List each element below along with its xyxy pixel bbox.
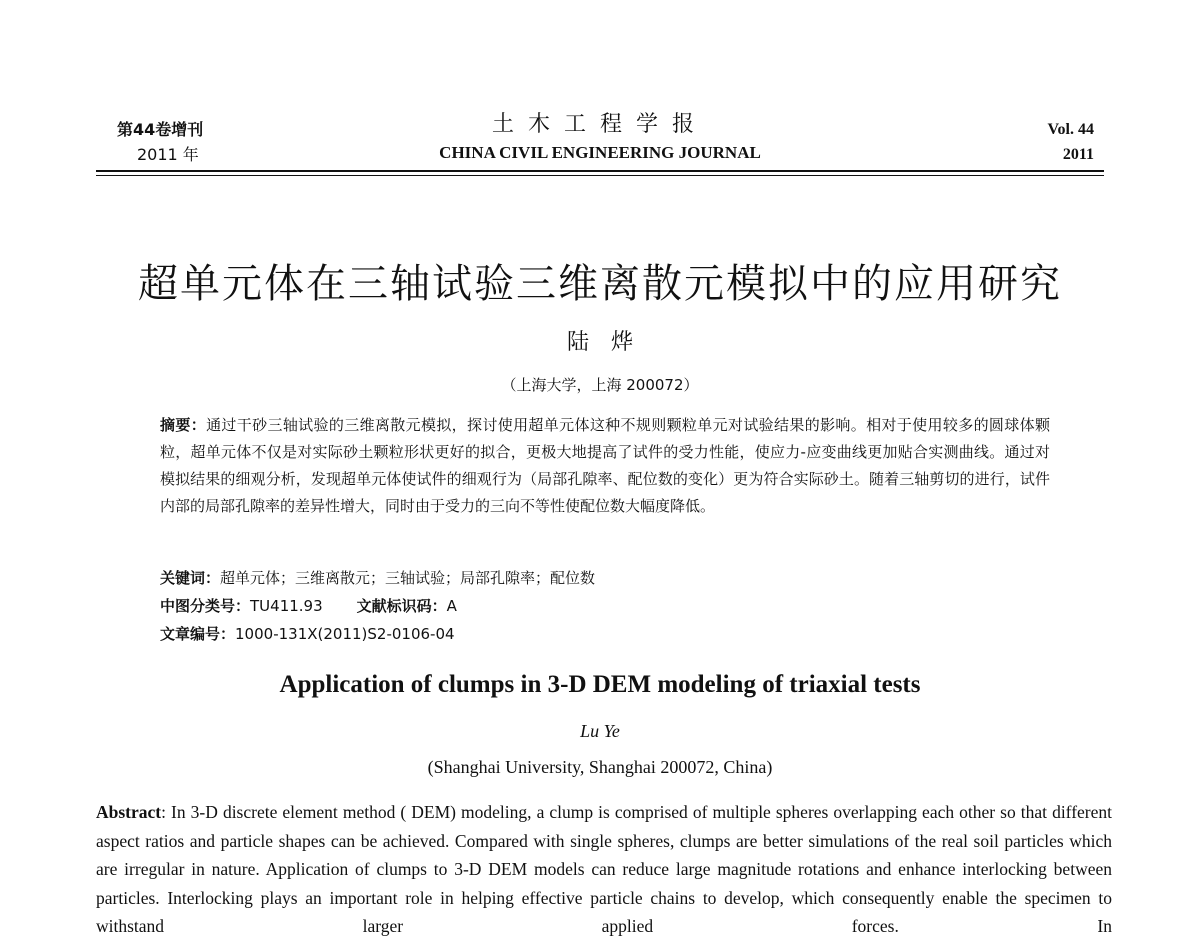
abstract-cn — [160, 412, 1050, 520]
author-en: Lu Ye — [580, 721, 620, 741]
affiliation-en: (Shanghai University, Shanghai 200072, China) — [427, 757, 773, 777]
issue-volume: 第44卷增刊 — [117, 120, 204, 139]
volume-year: 2011 — [1062, 146, 1094, 163]
volume-info — [1047, 117, 1094, 167]
article-no: 1000-131X(2011)S2-0106-04 — [235, 625, 455, 643]
classification-row — [160, 594, 1050, 619]
journal-name — [350, 110, 850, 164]
abstract-en — [96, 798, 1112, 941]
header-rule-thin — [96, 175, 1104, 176]
abstract-en-label: Abstract — [96, 802, 162, 822]
issue-year: 2011 年 — [137, 145, 199, 164]
doc-code: A — [446, 597, 457, 615]
abstract-en-text: : In 3-D discrete element method ( DEM) modeling, a clump is comprised of multiple spheres overlapping each other so that different aspect ratios and particle shapes can be achieved. Compared with single spheres, clumps are better simulations of the real soil particles which are irregular in nature. Application of clumps to 3-D DEM models can reduce large magnitude rotations and enhance interlocking between particles. Interlocking plays an important role in helping effective particle chains to develop, which consequently enable the specimen to withstand larger applied forces. In — [96, 802, 1112, 936]
article-no-label: 文章编号： — [160, 625, 236, 643]
abstract-cn-label: 摘要： — [160, 416, 207, 434]
keywords-label: 关键词： — [160, 569, 221, 587]
abstract-cn-text: 通过干砂三轴试验的三维离散元模拟，探讨使用超单元体这种不规则颗粒单元对试验结果的影响。相对于使用较多的圆球体颗粒，超单元体不仅是对实际砂土颗粒形状更好的拟合，更极大地提高了试件的受力性能，使应力-应变曲线更加贴合实测曲线。通过对模拟结果的细观分析，发现超单元体使试件的细观行为（局部孔隙率、配位数的变化）更为符合实际砂土。随着三轴剪切的进行，试件内部的局部孔隙率的差异性增大，同时由于受力的三向不等性使配位数大幅度降低。 — [160, 416, 1050, 515]
header-rule-thick — [96, 170, 1104, 172]
issue-info — [117, 117, 237, 167]
article-title-cn: 超单元体在三轴试验三维离散元模拟中的应用研究 — [138, 261, 1062, 307]
volume-number: Vol. 44 — [1047, 121, 1094, 138]
clc-number: TU411.93 — [250, 597, 323, 615]
journal-name-cn: 土木工程学报 — [491, 112, 708, 137]
keywords-text: 超单元体；三维离散元；三轴试验；局部孔隙率；配位数 — [220, 569, 596, 587]
article-number-row — [160, 622, 1050, 647]
journal-name-en: CHINA CIVIL ENGINEERING JOURNAL — [439, 143, 761, 162]
affiliation-cn: （上海大学，上海 200072） — [501, 376, 699, 394]
article-title-en: Application of clumps in 3-D DEM modeling of triaxial tests — [279, 671, 921, 698]
keywords-cn — [160, 566, 1050, 591]
clc-label: 中图分类号： — [160, 597, 251, 615]
doc-code-label: 文献标识码： — [356, 597, 447, 615]
author-cn: 陆烨 — [566, 330, 655, 355]
